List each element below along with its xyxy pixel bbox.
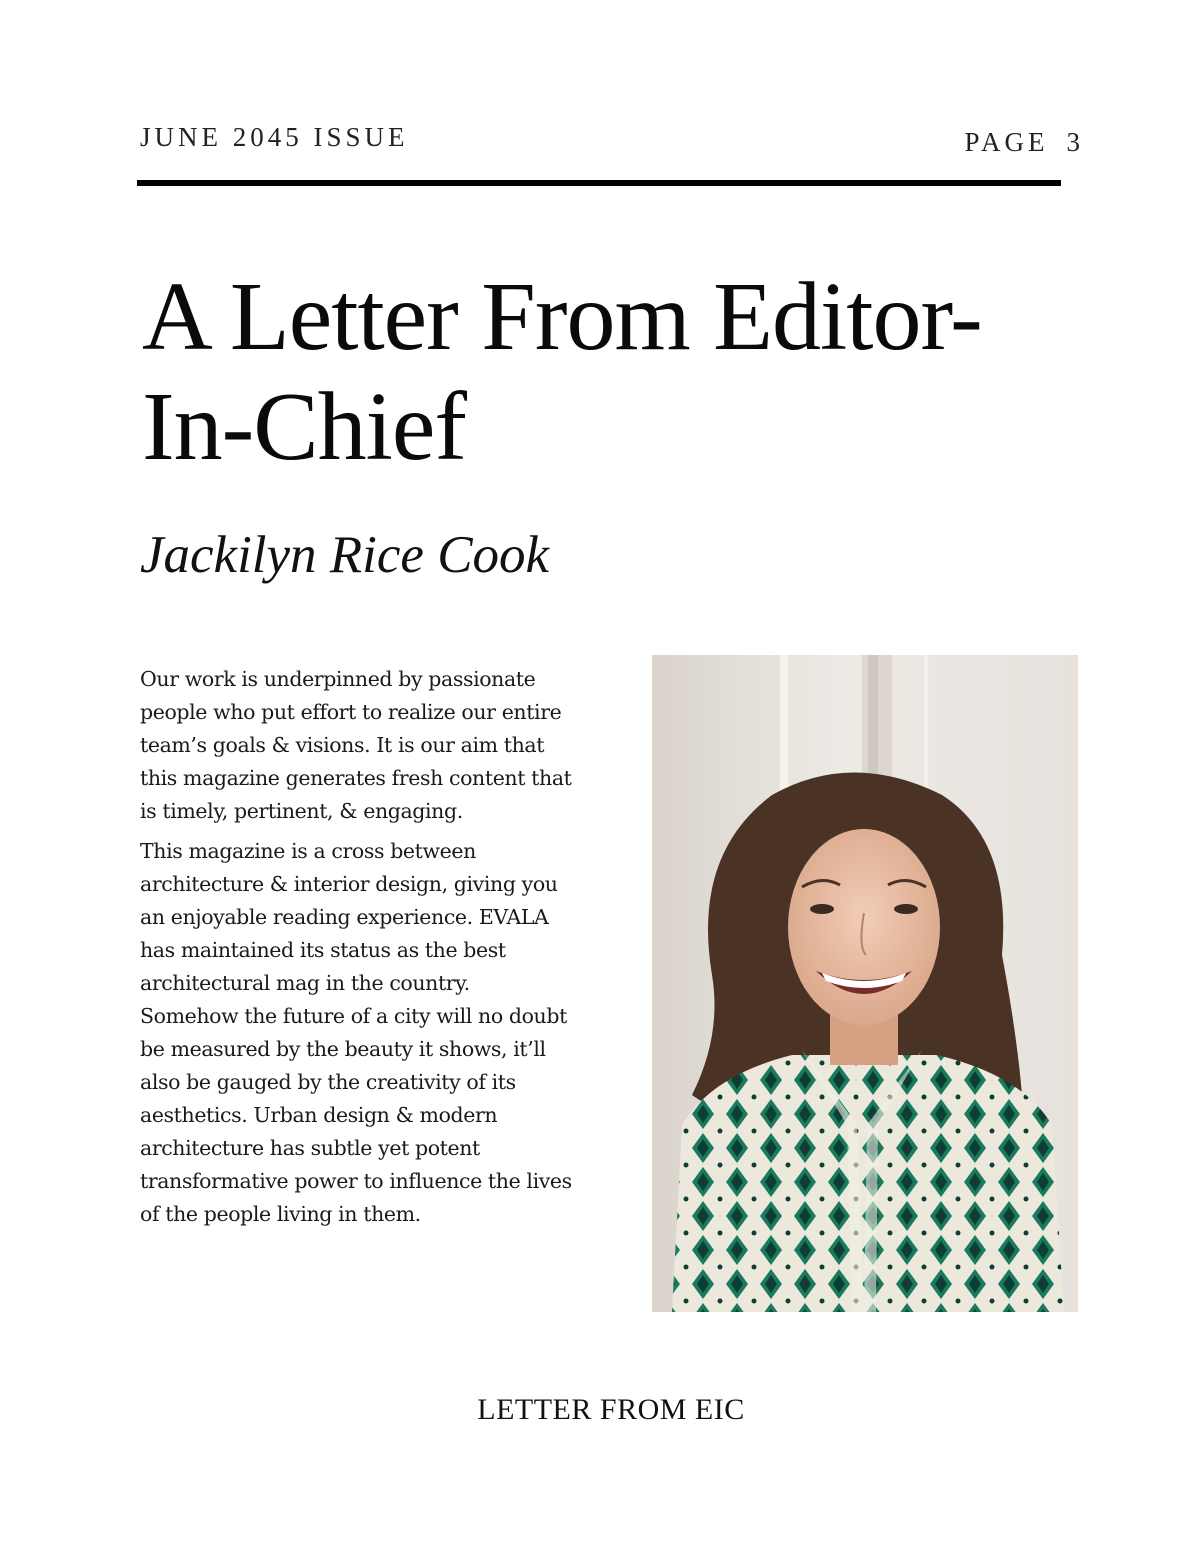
paragraph-2: This magazine is a cross between architecture & interior design, giving you an enjoyable reading experience. EVALA has maintained its status as the best architectural mag in the country. Somehow the future of a city will no doubt be measured by the beauty it shows, it’ll also be gauged by the creativity of its aesthetics. Urban design & modern architecture has subtle yet potent transformative power to influence the lives of the people living in them.: [140, 839, 572, 1226]
header-rule: [137, 180, 1061, 186]
editor-portrait: [652, 655, 1078, 1312]
paragraph-1: Our work is underpinned by passionate people who put effort to realize our entire team’s goals & visions. It is our aim that this magazine generates fresh content that is timely, pertinent, & engaging.: [140, 667, 572, 823]
issue-label: JUNE 2045 ISSUE: [140, 122, 409, 152]
author-byline: Jackilyn Rice Cook: [140, 526, 550, 584]
article-title: A Letter From Editor-In-Chief: [142, 263, 982, 481]
page-number: 3: [1066, 127, 1080, 157]
page-indicator: [964, 127, 1080, 158]
article-body: [140, 663, 572, 1238]
section-footer-label: LETTER FROM EIC: [477, 1393, 745, 1426]
page-label: PAGE: [964, 127, 1049, 157]
